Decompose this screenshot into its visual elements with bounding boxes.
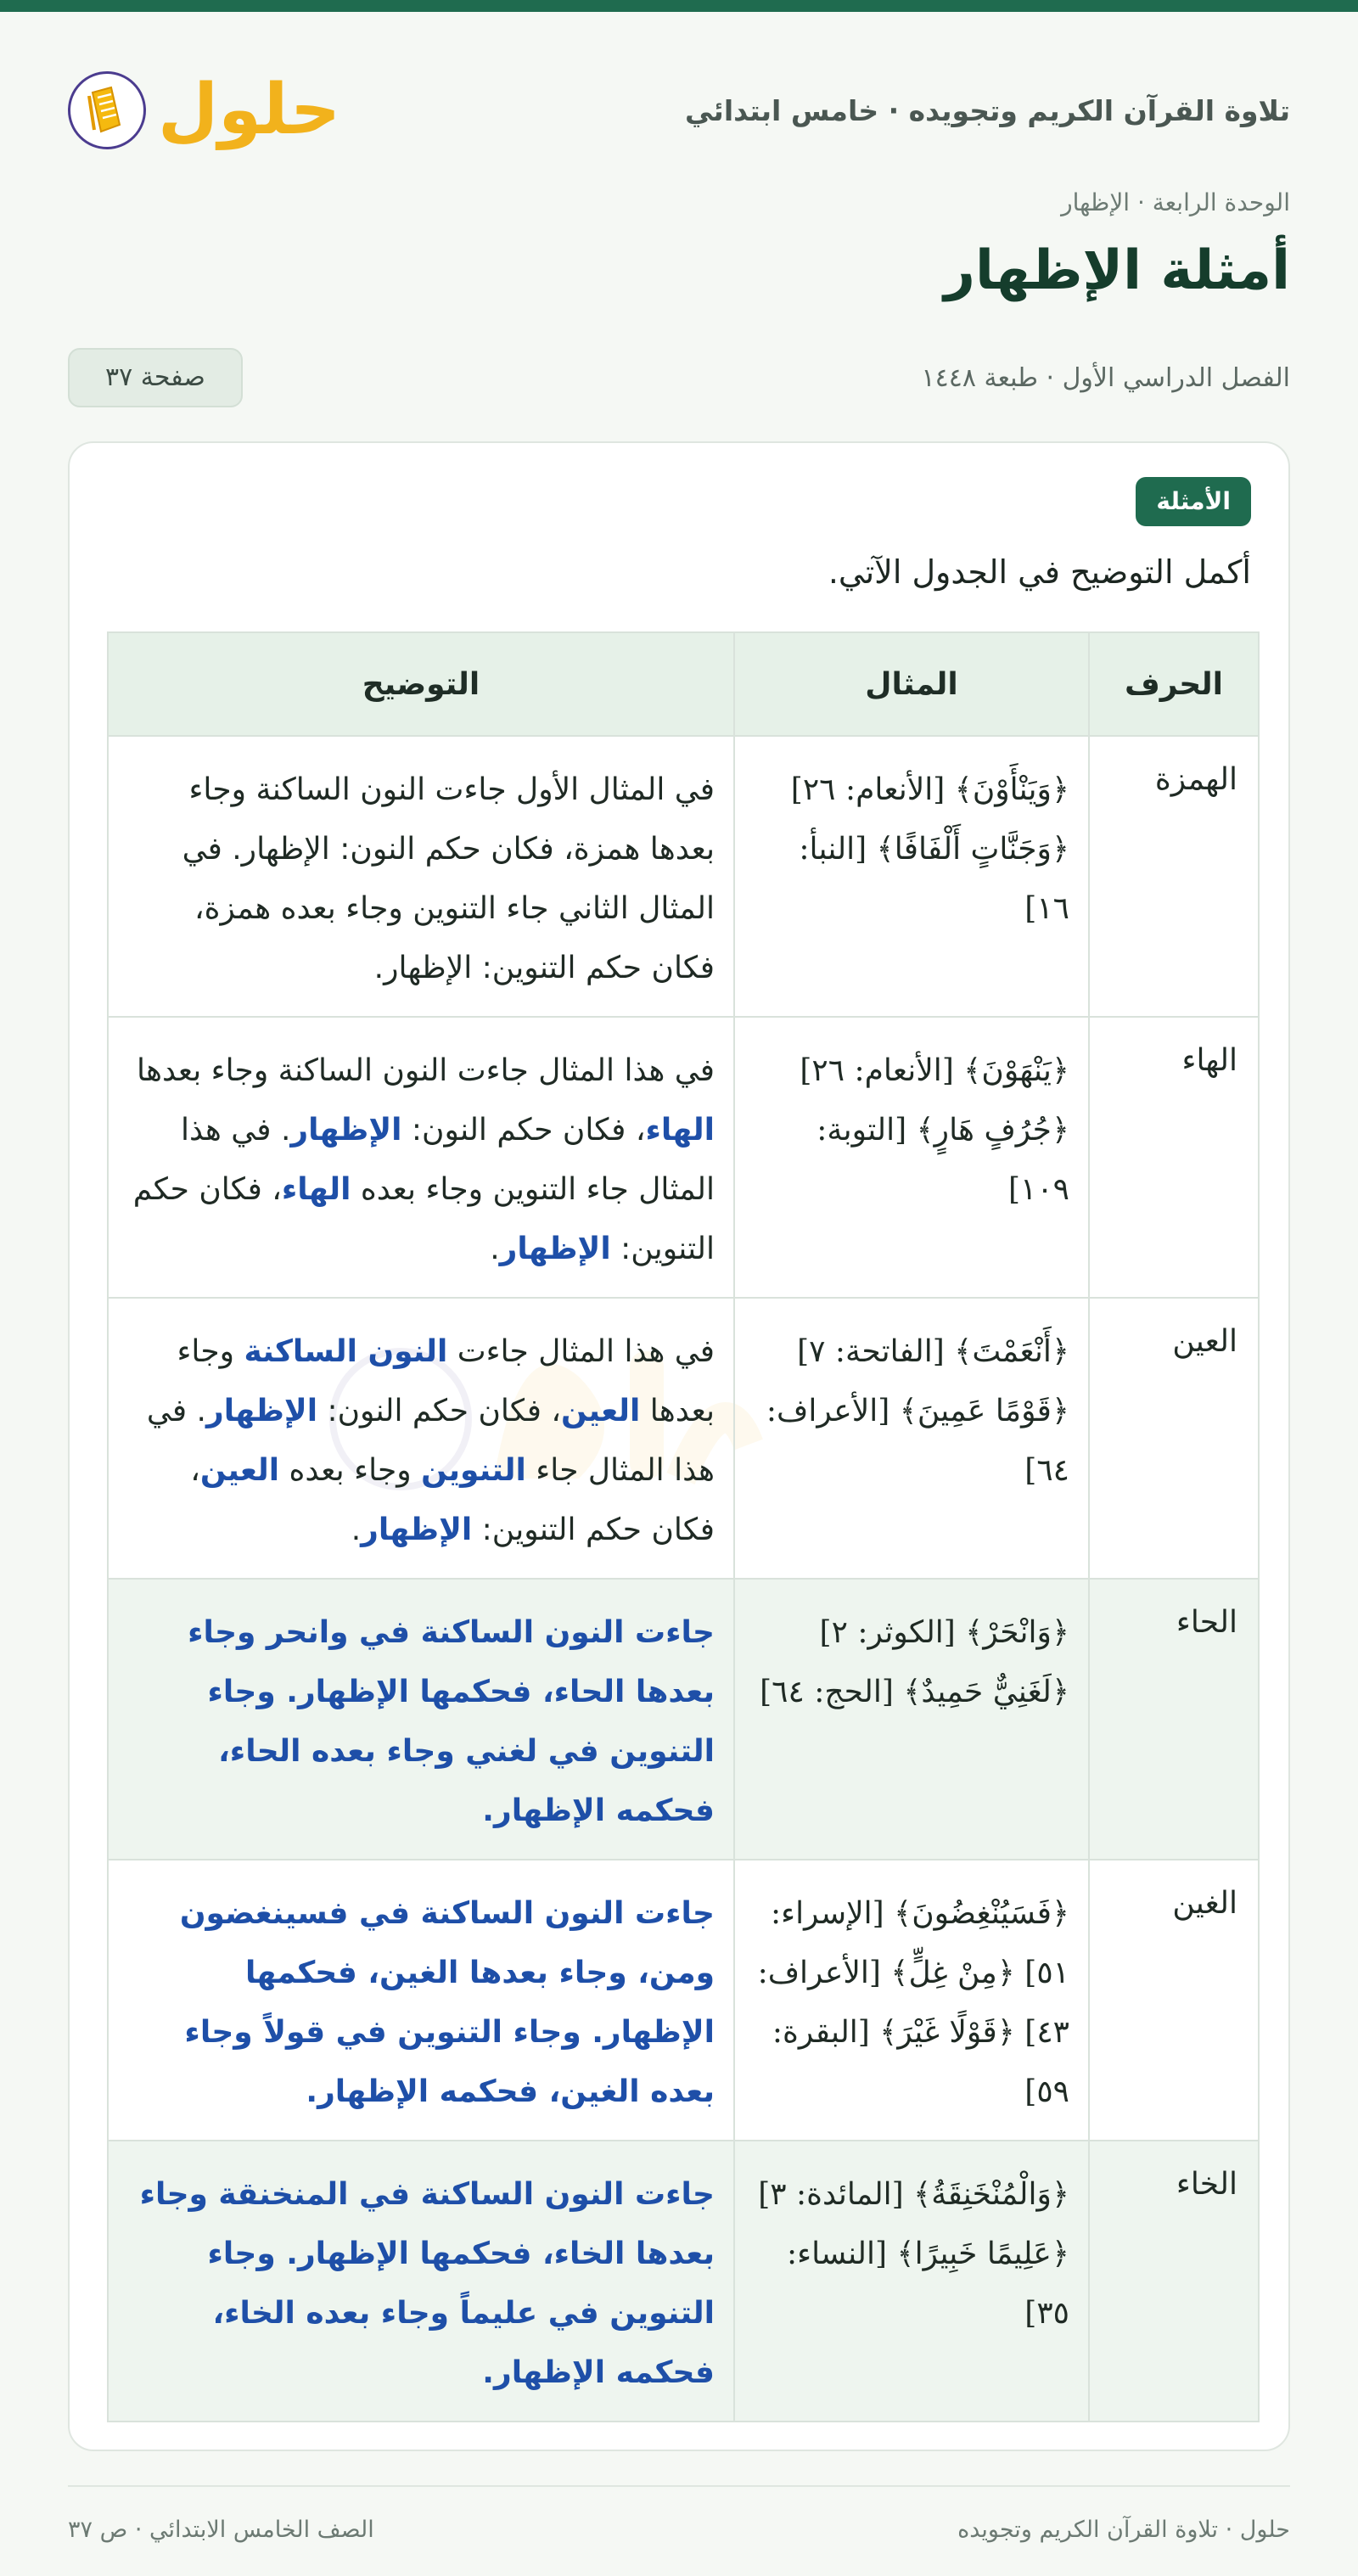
logo-wordmark: حلول [158,70,341,150]
explanation-text: . في هذا المثال جاء التنوين وجاء بعده [180,1113,715,1207]
logo[interactable] [68,71,340,149]
example-verse: ﴿وَانْحَرْ﴾ [الكوثر: ٢] [819,1615,1069,1650]
book-quill-icon [68,71,146,149]
table-row [108,736,1259,1017]
footer-book-title: حلول · تلاوة القرآن الكريم وتجويده [957,2516,1290,2543]
highlighted-term: الهاء [281,1172,351,1207]
example-cell [734,736,1089,1017]
examples-card [68,441,1290,2451]
highlighted-term: الإظهار [205,1394,318,1428]
highlighted-term: العين [199,1453,280,1488]
letter-cell: الهمزة [1089,736,1259,1017]
example-verse: ﴿فَسَيُنْغِضُونَ﴾ [الإسراء: ٥١] [771,1896,1069,1990]
explanation-cell [108,1860,734,2141]
letter-cell: العين [1089,1298,1259,1579]
meta-row [68,348,1290,407]
example-cell [734,1298,1089,1579]
example-verse: ﴿وَيَنْأَوْنَ﴾ [الأنعام: ٢٦] [790,772,1069,807]
example-cell [734,1017,1089,1298]
example-cell [734,1860,1089,2141]
highlighted-term: التنوين [421,1453,526,1488]
top-accent-bar [0,0,1358,12]
column-header-explanation: التوضيح [108,632,734,736]
table-row [108,1298,1259,1579]
explanation-text: وجاء بعدها [177,1334,715,1428]
example-verse: ﴿مِنْ غِلٍّ﴾ [الأعراف: ٤٣] [757,1956,1069,2050]
example-verse: ﴿قَوْلًا غَيْرَ﴾ [البقرة: ٥٩] [772,2015,1069,2109]
example-verse: ﴿وَالْمُنْخَنِقَةُ﴾ [المائدة: ٣] [758,2177,1069,2212]
explanation-text: ، فكان حكم النون: [317,1394,562,1428]
table-row [108,1860,1259,2141]
explanation-text: وجاء بعده [279,1453,422,1488]
explanation-text: جاءت النون الساكنة في المنخنقة وجاء بعدها الخاء، فحكمها الإظهار. وجاء التنوين في عليماً وجاء بعده الخاء، فحكمه الإظهار. [139,2177,715,2390]
explanation-text: في هذا المثال جاءت [447,1334,715,1369]
instruction-text: أكمل التوضيح في الجدول الآتي. [828,553,1251,591]
course-title: تلاوة القرآن الكريم وتجويده · خامس ابتدائي [685,93,1290,127]
explanation-text: في هذا المثال جاءت النون الساكنة وجاء بعدها [136,1053,715,1088]
term-info: الفصل الدراسي الأول · طبعة ١٤٤٨ [921,362,1290,393]
explanation-cell [108,1298,734,1579]
letter-cell: الحاء [1089,1579,1259,1860]
explanation-text: في المثال الأول جاءت النون الساكنة وجاء بعدها همزة، فكان حكم النون: الإظهار. في المثال الثاني جاء التنوين وجاء بعده همزة، فكان حكم التنوين: الإظهار. [182,772,715,985]
breadcrumb: الوحدة الرابعة · الإظهار [1061,188,1290,216]
explanation-cell [108,1017,734,1298]
explanation-text: . [351,1512,362,1547]
highlighted-term: الإظهار [499,1232,611,1266]
example-verse: ﴿قَوْمًا عَمِينَ﴾ [الأعراف: ٦٤] [766,1394,1069,1488]
highlighted-term: الإظهار [361,1512,473,1547]
explanation-text: جاءت النون الساكنة في فسينغضون ومن، وجاء بعدها الغين، فحكمها الإظهار. وجاء التنوين في قولاً وجاء بعده الغين، فحكمه الإظهار. [179,1896,715,2109]
letter-cell: الهاء [1089,1017,1259,1298]
footer-divider [68,2485,1290,2487]
letter-cell: الغين [1089,1860,1259,2141]
example-verse: ﴿جُرُفٍ هَارٍ﴾ [التوبة: ١٠٩] [816,1113,1069,1207]
explanation-text: ، فكان حكم النون: [401,1113,646,1148]
examples-table [107,631,1260,2422]
explanation-text: . [490,1232,500,1266]
explanation-text: ، فكان حكم التنوين: [132,1172,715,1266]
example-verse: ﴿لَغَنِيٌّ حَمِيدٌ﴾ [الحج: ٦٤] [760,1675,1069,1709]
example-verse: ﴿وَجَنَّاتٍ أَلْفَافًا﴾ [النبأ: ١٦] [799,832,1069,926]
footer-page-ref: الصف الخامس الابتدائي · ص ٣٧ [68,2516,374,2543]
explanation-cell [108,736,734,1017]
table-row [108,1017,1259,1298]
page-header [68,59,1290,161]
explanation-cell [108,1579,734,1860]
highlighted-term: الهاء [645,1113,715,1148]
table-header-row [108,632,1259,736]
page-number-badge: صفحة ٣٧ [68,348,243,407]
column-header-example: المثال [734,632,1089,736]
page-footer [68,2508,1290,2551]
explanation-text: جاءت النون الساكنة في وانحر وجاء بعدها الحاء، فحكمها الإظهار. وجاء التنوين في لغني وجاء بعده الحاء، فحكمه الإظهار. [188,1615,715,1828]
example-cell [734,1579,1089,1860]
highlighted-term: الإظهار [290,1113,402,1148]
explanation-text: . في هذا المثال جاء [146,1394,715,1488]
explanation-text: ، فكان حكم التنوين: [190,1453,715,1547]
table-row [108,1579,1259,1860]
example-verse: ﴿يَنْهَوْنَ﴾ [الأنعام: ٢٦] [800,1053,1069,1088]
page-title: أمثلة الإظهار [944,239,1290,302]
example-verse: ﴿عَلِيمًا خَبِيرًا﴾ [النساء: ٣٥] [787,2236,1069,2331]
explanation-cell [108,2141,734,2422]
highlighted-term: العين [561,1394,641,1428]
section-badge: الأمثلة [1136,477,1251,526]
highlighted-term: النون الساكنة [244,1334,448,1369]
letter-cell: الخاء [1089,2141,1259,2422]
table-row [108,2141,1259,2422]
example-verse: ﴿أَنْعَمْتَ﴾ [الفاتحة: ٧] [797,1334,1069,1369]
example-cell [734,2141,1089,2422]
column-header-letter: الحرف [1089,632,1259,736]
